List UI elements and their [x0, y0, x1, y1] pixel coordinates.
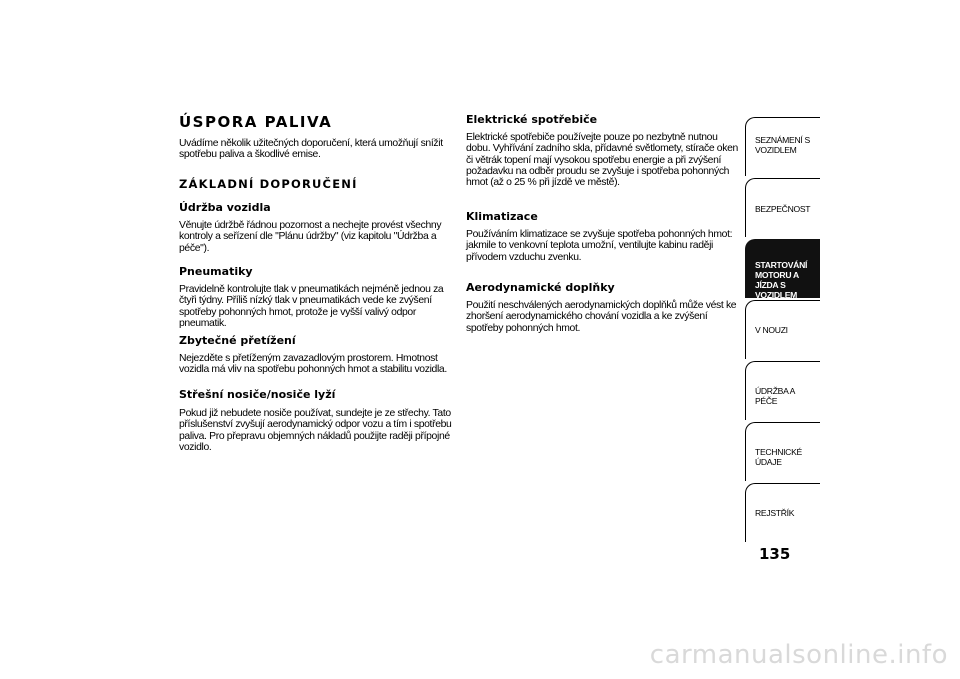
- tab-bezpecnost[interactable]: [745, 178, 820, 237]
- section-text: Pokud již nebudete nosiče používat, sundejte je ze střechy. Tato příslušenství zvyšují aerodynamický odpor vozu a tím i spotřebu paliva. Pro přepravu objemných nákladů použijte raději přípojné vozidlo.: [179, 408, 452, 453]
- tab-label: BEZPEČNOST: [755, 204, 811, 214]
- section-text: Používáním klimatizace se zvyšuje spotřeba pohonných hmot: jakmile to venkovní teplota umožní, ventilujte kabinu raději přívodem vzduchu zvenku.: [466, 229, 733, 263]
- tab-label: ÚDRŽBA A PÉČE: [755, 386, 795, 406]
- section-subtitle: ZÁKLADNÍ DOPORUČENÍ: [179, 177, 358, 191]
- tab-startovani-motoru[interactable]: [745, 239, 820, 298]
- section-heading: Pneumatiky: [179, 265, 253, 278]
- tab-label: STARTOVÁNÍ MOTORU A JÍZDA S VOZIDLEM: [755, 260, 808, 300]
- tab-label: SEZNÁMENÍ S VOZIDLEM: [755, 135, 810, 155]
- tab-seznameni-s-vozidlem[interactable]: [745, 117, 820, 176]
- section-text: Věnujte údržbě řádnou pozornost a nechejte provést všechny kontroly a seřízení dle "Plánu údržby" (viz kapitolu "Údržba a péče").: [179, 220, 442, 254]
- section-text: Použití neschválených aerodynamických doplňků může vést ke zhoršení aerodynamického chování vozidla a ke zvýšení spotřeby pohonných hmot.: [466, 300, 737, 334]
- section-heading: Aerodynamické doplňky: [466, 281, 615, 294]
- intro-text: Uvádíme několik užitečných doporučení, která umožňují snížit spotřebu paliva a škodlivé emise.: [179, 138, 443, 161]
- watermark: carmanualsonline.info: [649, 640, 948, 670]
- section-heading: Údržba vozidla: [179, 201, 271, 214]
- tab-technicke-udaje[interactable]: [745, 422, 820, 481]
- tab-udrzba-a-pece[interactable]: [745, 361, 820, 420]
- section-heading: Elektrické spotřebiče: [466, 113, 598, 126]
- tab-label: TECHNICKÉ ÚDAJE: [755, 447, 802, 467]
- section-heading: Klimatizace: [466, 210, 538, 223]
- tab-label: REJSTŘÍK: [755, 508, 795, 518]
- page-number: 135: [759, 545, 791, 563]
- section-text: Elektrické spotřebiče používejte pouze po nezbytně nutnou dobu. Vyhřívání zadního skla, přídavné světlomety, stírače oken či větrák topení mají vysokou spotřebu energie a při zvýšení požadavku na odběr proudu se zvyšuje i spotřeba pohonných hmot (až o 25 % při jízdě ve městě).: [466, 132, 738, 189]
- section-text: Pravidelně kontrolujte tlak v pneumatikách nejméně jednou za čtyři týdny. Příliš nízký tlak v pneumatikách vede ke zvýšení spotřeby pohonných hmot, protože je vyšší valivý odpor pneumatik.: [179, 284, 444, 329]
- page-title: ÚSPORA PALIVA: [179, 113, 333, 131]
- tab-rejstrik[interactable]: [745, 483, 820, 542]
- section-heading: Střešní nosiče/nosiče lyží: [179, 388, 336, 401]
- tab-v-nouzi[interactable]: [745, 300, 820, 359]
- tab-label: V NOUZI: [755, 325, 788, 335]
- section-heading: Zbytečné přetížení: [179, 334, 296, 347]
- section-text: Nejezděte s přetíženým zavazadlovým prostorem. Hmotnost vozidla má vliv na spotřebu pohonných hmot a stabilitu vozidla.: [179, 353, 447, 376]
